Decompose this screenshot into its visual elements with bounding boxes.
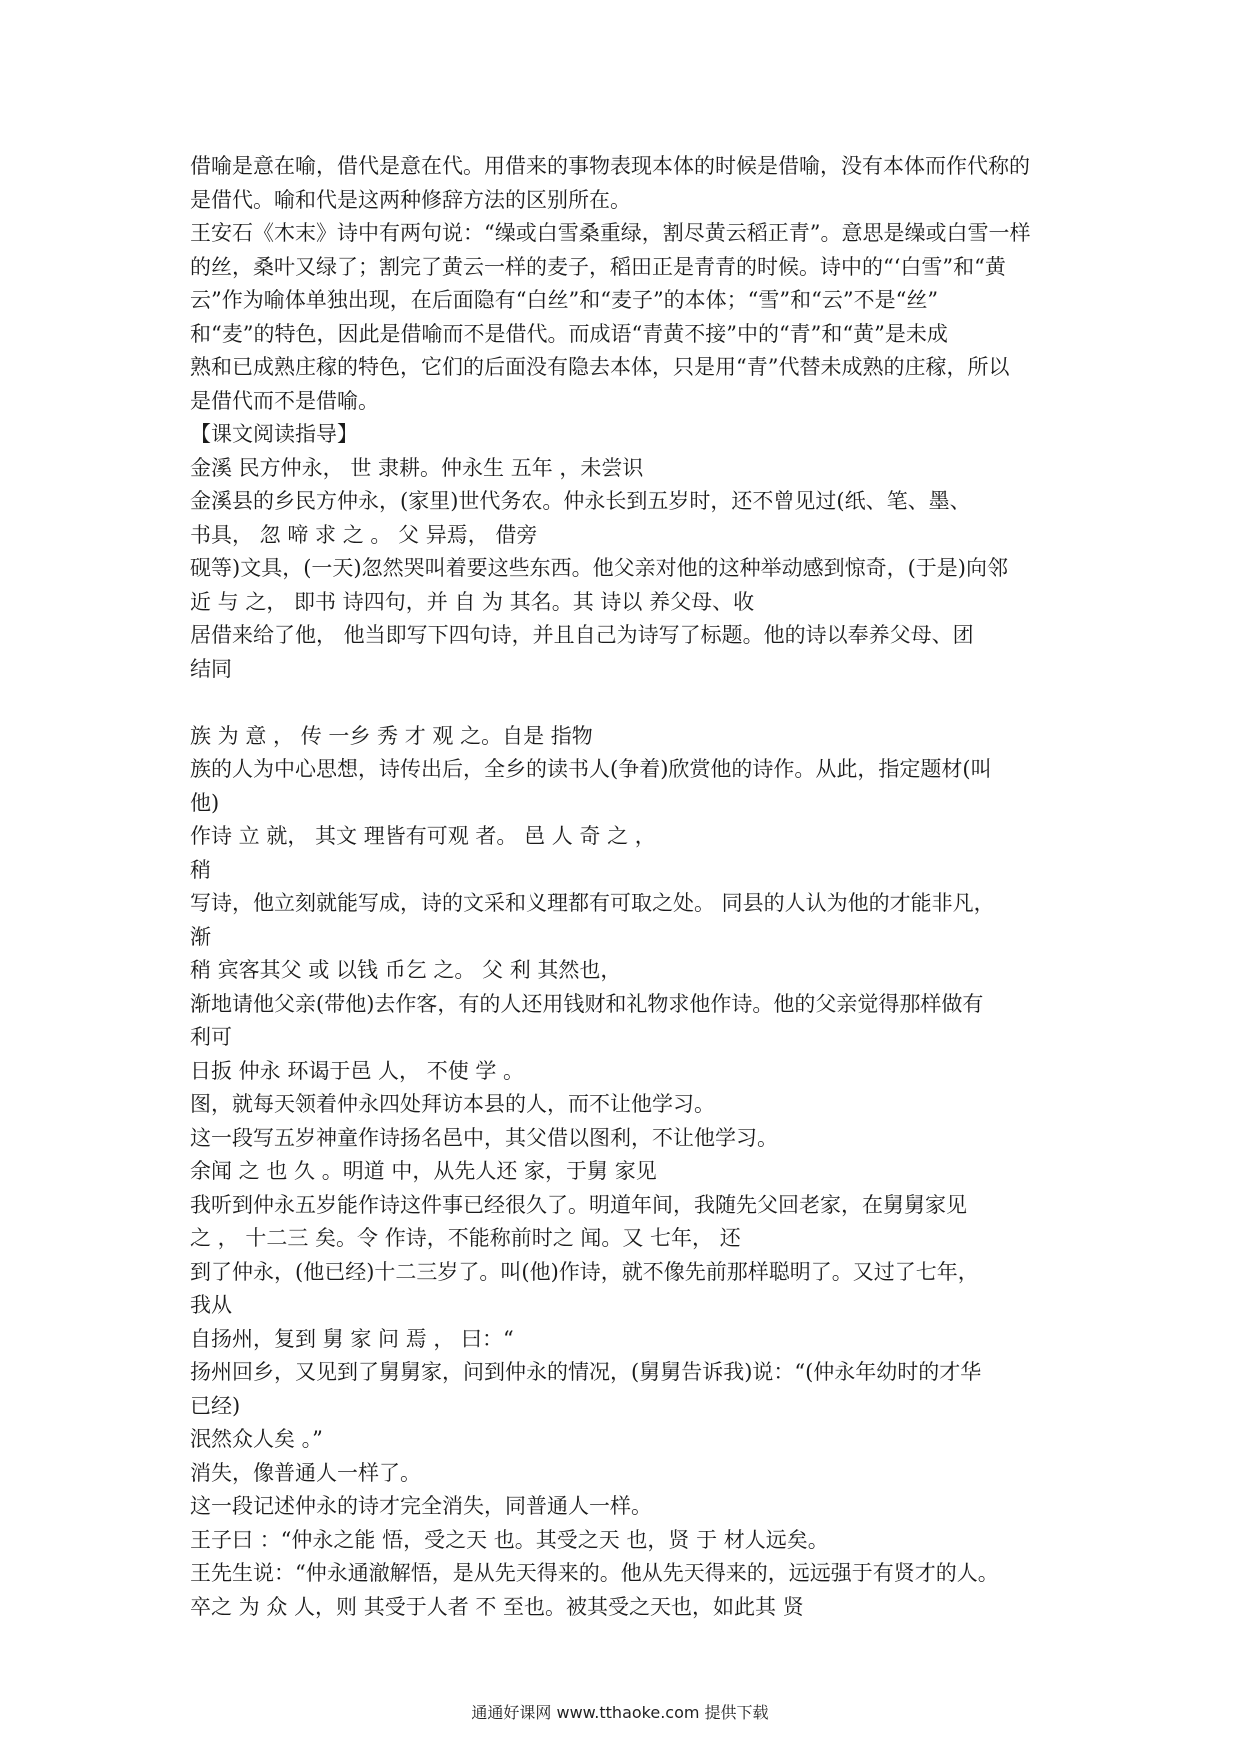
text-line: 我从 bbox=[190, 1293, 232, 1317]
text-line: 自扬州，复到 舅 家 问 焉 ， 曰：“ bbox=[190, 1326, 514, 1351]
blank-line bbox=[190, 686, 1070, 720]
text-line: 是借代。喻和代是这两种修辞方法的区别所在。 bbox=[190, 187, 631, 212]
text-line: 云”作为喻体单独出现，在后面隐有“白丝”和“麦子”的本体；“雪”和“云”不是“丝” bbox=[190, 288, 939, 312]
text-line: 居借来给了他， 他当即写下四句诗，并且自己为诗写了标题。他的诗以奉养父母、团 bbox=[190, 623, 974, 647]
section-heading: 【课文阅读指导】 bbox=[190, 422, 358, 446]
text-line: 写诗，他立刻就能写成，诗的文采和义理都有可取之处。 同县的人认为他的才能非凡， bbox=[190, 891, 995, 915]
text-line: 王安石《木末》诗中有两句说：“缲或白雪桑重绿，割尽黄云稻正青”。意思是缲或白雪一样 bbox=[190, 221, 1031, 245]
text-line: 砚等)文具，(一天)忽然哭叫着要这些东西。他父亲对他的这种举动感到惊奇，(于是)向邻 bbox=[190, 556, 1008, 580]
text-line: 我听到仲永五岁能作诗这件事已经很久了。明道年间，我随先父回老家，在舅舅家见 bbox=[190, 1192, 967, 1217]
text-line: 之 ， 十二三 矣。令 作诗，不能称前时之 闻。又 七年， 还 bbox=[190, 1226, 741, 1250]
text-line: 这一段记述仲永的诗才完全消失，同普通人一样。 bbox=[190, 1494, 652, 1518]
page-footer: 通通好课网 www.tthaoke.com 提供下载 bbox=[471, 1703, 769, 1722]
text-line: 的丝，桑叶又绿了；割完了黄云一样的麦子，稻田正是青青的时候。诗中的“‘白雪”和“黄 bbox=[190, 254, 1006, 279]
text-line: 熟和已成熟庄稼的特色，它们的后面没有隐去本体，只是用“青”代替未成熟的庄稼，所以 bbox=[190, 355, 1010, 379]
text-line: 图，就每天领着仲永四处拜访本县的人，而不让他学习。 bbox=[190, 1092, 715, 1116]
text-line: 金溪县的乡民方仲永，(家里)世代务农。仲永长到五岁时，还不曾见过(纸、笔、墨、 bbox=[190, 489, 971, 513]
text-line: 结同 bbox=[190, 656, 232, 681]
text-line: 到了仲永，(他已经)十二三岁了。叫(他)作诗，就不像先前那样聪明了。又过了七年， bbox=[190, 1259, 979, 1284]
text-line: 卒之 为 众 人，则 其受于人者 不 至也。被其受之天也，如此其 贤 bbox=[190, 1594, 804, 1619]
text-line: 书具， 忽 啼 求 之 。 父 异焉， 借旁 bbox=[190, 522, 538, 547]
text-line: 他) bbox=[190, 790, 220, 815]
text-line: 和“麦”的特色，因此是借喻而不是借代。而成语“青黄不接”中的“青”和“黄”是未成 bbox=[190, 321, 948, 346]
text-line: 是借代而不是借喻。 bbox=[190, 388, 379, 413]
text-line: 稍 宾客其父 或 以钱 币乞 之。 父 利 其然也， bbox=[190, 958, 622, 982]
text-line: 金溪 民方仲永， 世 隶耕。仲永生 五年 ，未尝识 bbox=[190, 455, 644, 480]
text-line: 作诗 立 就， 其文 理皆有可观 者。 邑 人 奇 之 ， bbox=[190, 824, 656, 848]
text-line: 这一段写五岁神童作诗扬名邑中，其父借以图利，不让他学习。 bbox=[190, 1125, 778, 1150]
text-line: 王先生说：“仲永通澈解悟，是从先天得来的。他从先天得来的，远远强于有贤才的人。 bbox=[190, 1561, 999, 1585]
text-line: 借喻是意在喻，借代是意在代。用借来的事物表现本体的时候是借喻，没有本体而作代称的 bbox=[190, 154, 1030, 178]
text-line: 利可 bbox=[190, 1025, 232, 1049]
text-line: 渐 bbox=[190, 924, 211, 949]
text-line: 余闻 之 也 久 。明道 中，从先人还 家，于舅 家见 bbox=[190, 1159, 657, 1183]
text-line: 族 为 意 ， 传 一乡 秀 才 观 之。自是 指物 bbox=[190, 723, 593, 748]
text-line: 已经) bbox=[190, 1393, 241, 1418]
text-line: 消失，像普通人一样了。 bbox=[190, 1460, 421, 1485]
text-line: 扬州回乡，又见到了舅舅家，问到仲永的情况，(舅舅告诉我)说：“(仲永年幼时的才华 bbox=[190, 1360, 982, 1384]
text-line: 日扳 仲永 环谒于邑 人， 不使 学 。 bbox=[190, 1058, 525, 1083]
text-line: 稍 bbox=[190, 857, 211, 882]
text-line: 渐地请他父亲(带他)去作客，有的人还用钱财和礼物求他作诗。他的父亲觉得那样做有 bbox=[190, 991, 984, 1016]
text-line: 王子曰 ：“仲永之能 悟，受之天 也。其受之天 也，贤 于 材人远矣。 bbox=[190, 1527, 829, 1552]
document-body bbox=[190, 150, 1070, 1624]
text-line: 族的人为中心思想，诗传出后，全乡的读书人(争着)欣赏他的诗作。从此，指定题材(叫 bbox=[190, 757, 992, 781]
text-line: 近 与 之， 即书 诗四句，并 自 为 其名。其 诗以 养父母、收 bbox=[190, 589, 755, 614]
text-line: 泯然众人矣 。” bbox=[190, 1427, 323, 1451]
